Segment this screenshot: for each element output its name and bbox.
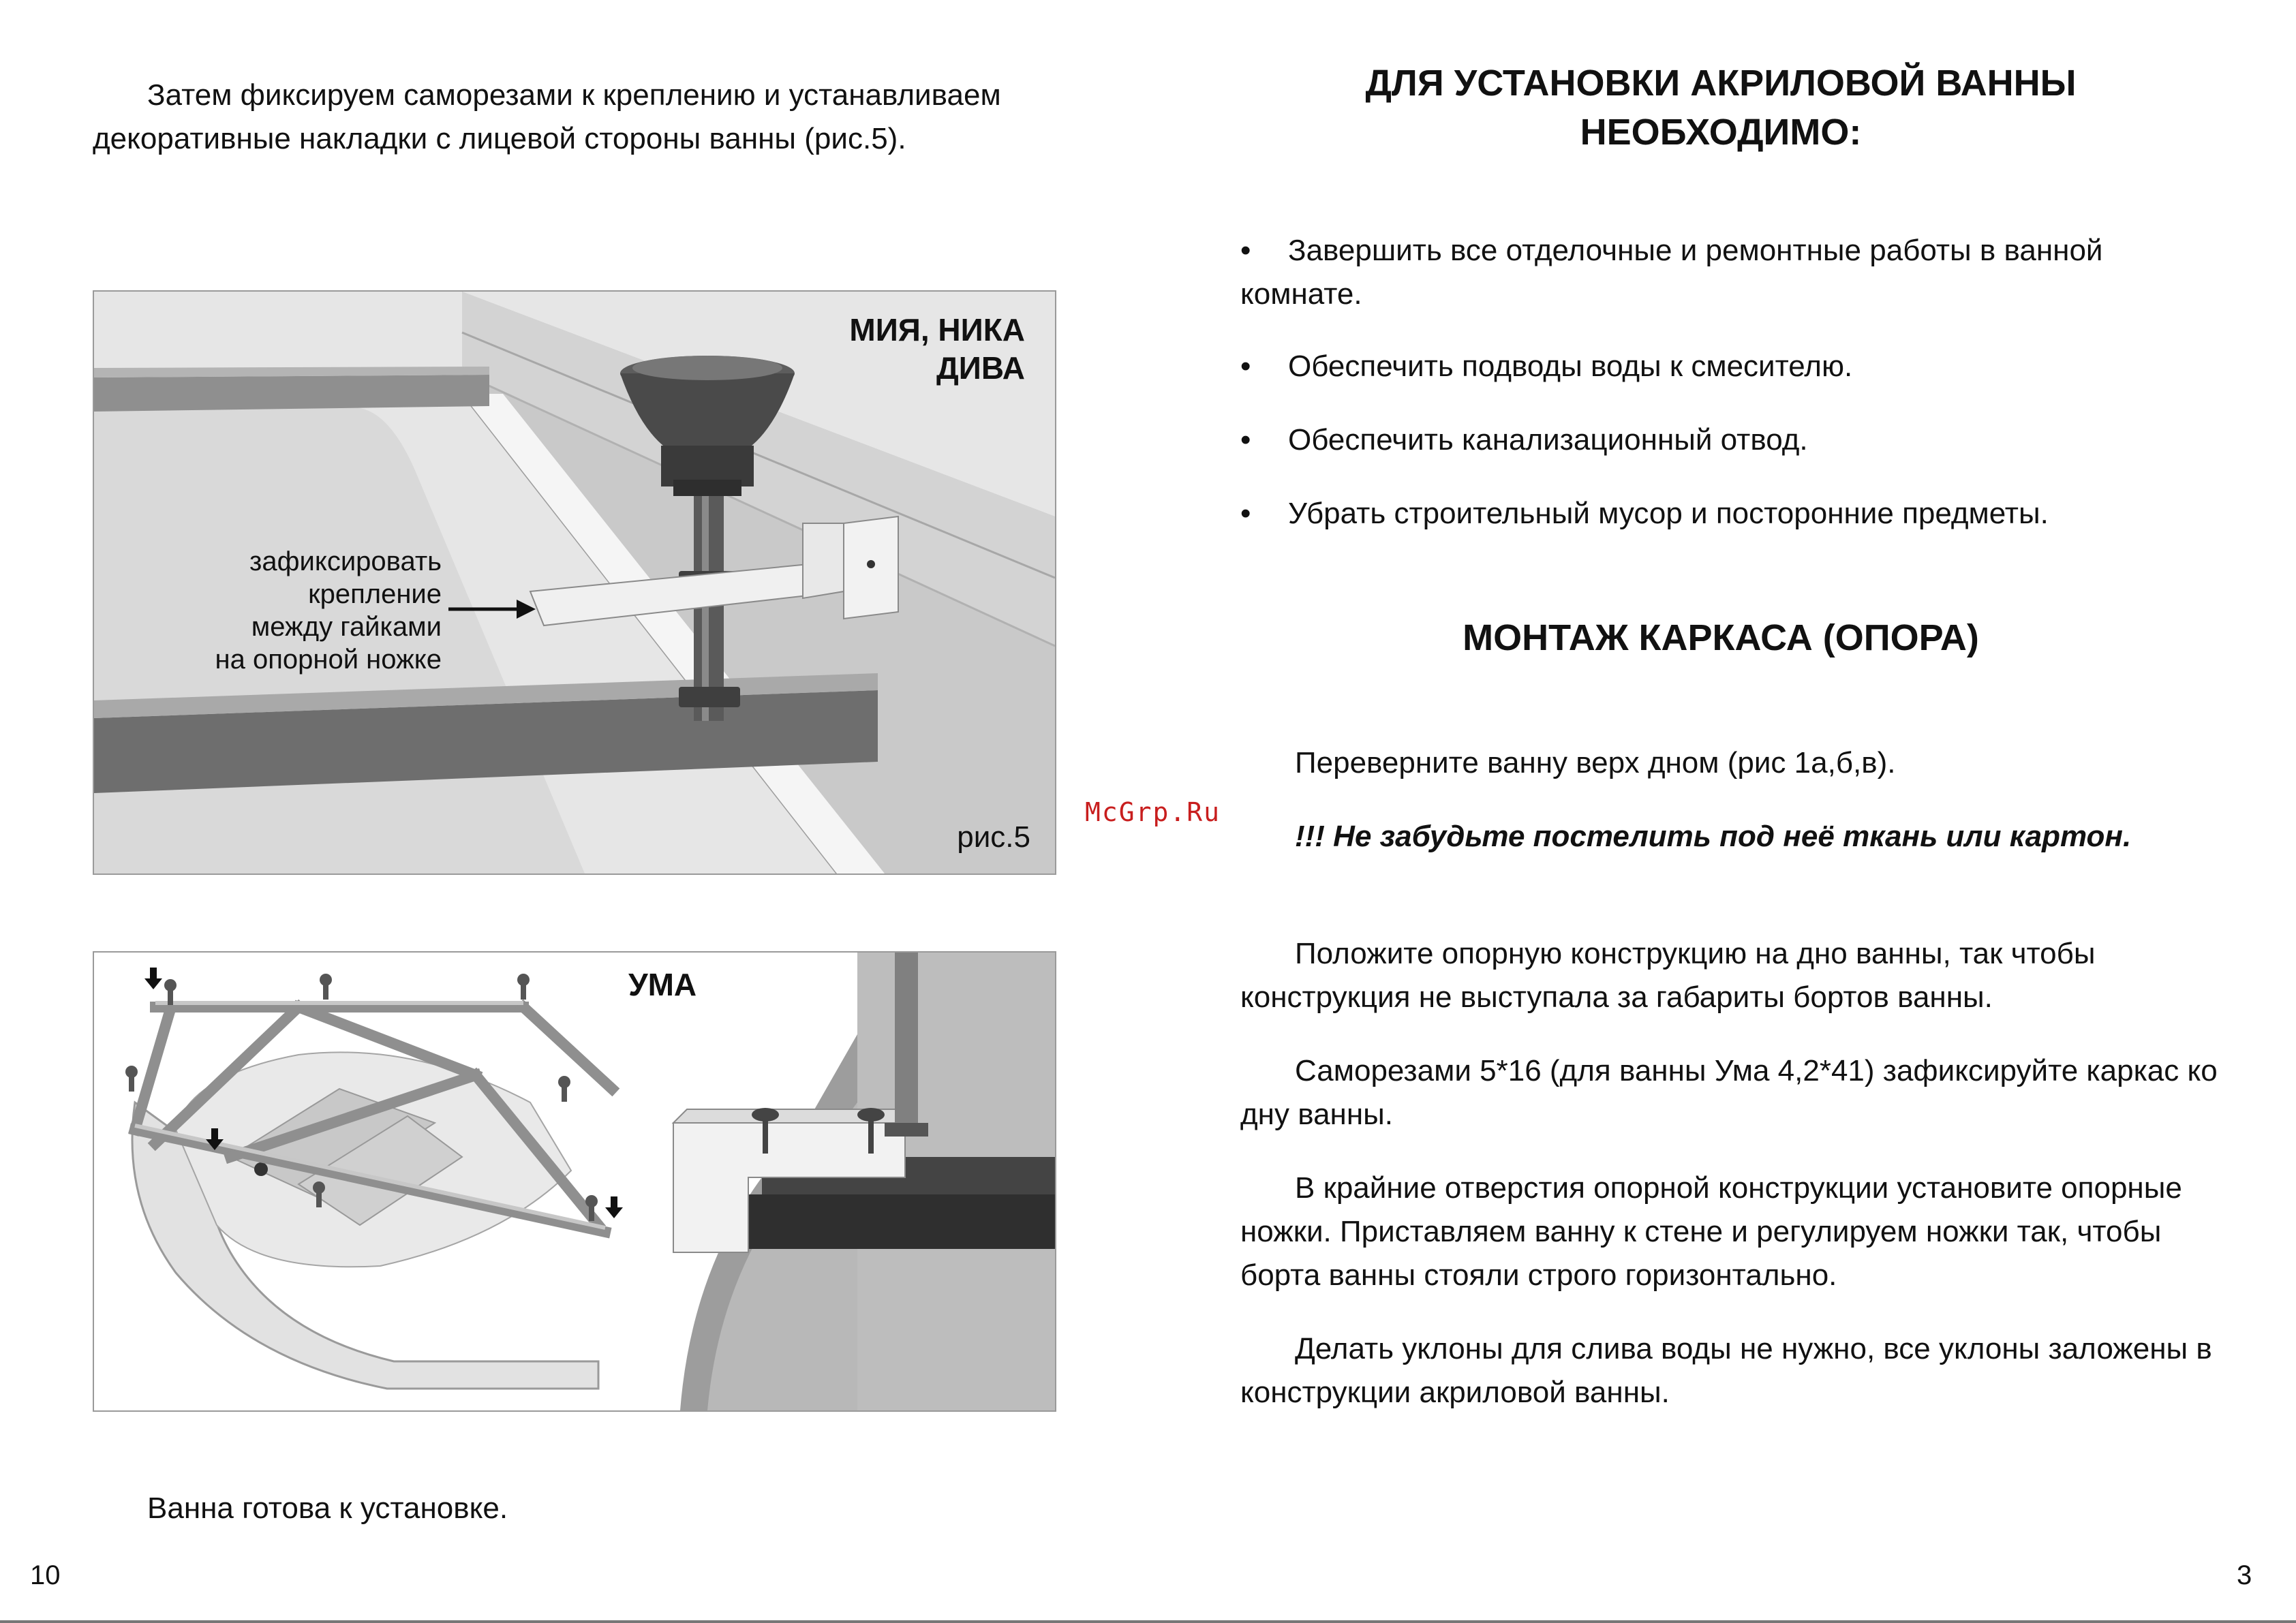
bullet-symbol: • (1240, 234, 1251, 267)
closing-paragraph: Ванна готова к установке. (147, 1491, 508, 1525)
bottom-divider (0, 1620, 2296, 1623)
callout-line: крепление (308, 579, 442, 609)
paragraph-flip-bath: Переверните ванну верх дном (рис 1а,б,в). (1295, 746, 1896, 779)
bullet-text: Обеспечить канализационный отвод. (1288, 423, 1808, 457)
bullet-item (1240, 492, 2222, 536)
callout-line: зафиксировать (249, 546, 442, 576)
page-number-left: 10 (30, 1560, 61, 1590)
bullet-text: Завершить все отделочные и ремонтные работы в ванной комнате. (1240, 234, 2103, 311)
figure-caption: рис.5 (957, 820, 1030, 854)
bullet-text: Обеспечить подводы воды к смесителю. (1288, 350, 1853, 383)
figure-uma (93, 951, 1056, 1412)
bullet-symbol: • (1240, 423, 1251, 457)
figure-uma-illustration (94, 953, 1055, 1410)
intro-paragraph: Затем фиксируем саморезами к креплению и устанавливаем декоративные накладки с лицевой стороны ванны (рис.5). (93, 78, 1001, 155)
bullet-symbol: • (1240, 350, 1251, 383)
warning-paragraph: !!! Не забудьте постелить под неё ткань или картон. (1295, 820, 2132, 853)
paragraph-place-frame: Положите опорную конструкцию на дно ванны, так чтобы конструкция не выступала за габариты бортов ванны. (1240, 937, 2096, 1014)
model-label-uma: УМА (628, 967, 697, 1002)
fixing-callout (162, 545, 442, 676)
model-label-diva: ДИВА (936, 350, 1025, 386)
paragraph-slopes: Делать уклоны для слива воды не нужно, все уклоны заложены в конструкции акриловой ванны. (1240, 1332, 2212, 1409)
bullet-item (1240, 229, 2222, 316)
paragraph-legs: В крайние отверстия опорной конструкции установите опорные ножки. Приставляем ванну к стене и регулируем ножки так, чтобы борта ванны стояли строго горизонтально. (1240, 1171, 2182, 1292)
page-number-right: 3 (2237, 1560, 2252, 1590)
bullet-item (1240, 345, 2222, 388)
callout-line: на опорной ножке (215, 645, 442, 675)
heading-line: НЕОБХОДИМО: (1580, 112, 1862, 153)
bullet-text: Убрать строительный мусор и посторонние предметы. (1288, 497, 2049, 530)
watermark: McGrp.Ru (1085, 797, 1221, 827)
callout-line: между гайками (251, 612, 442, 642)
heading-line: ДЛЯ УСТАНОВКИ АКРИЛОВОЙ ВАННЫ (1365, 63, 2077, 104)
model-label-nika: НИКА (938, 312, 1025, 347)
paragraph-screws: Саморезами 5*16 (для ванны Ума 4,2*41) зафиксируйте каркас ко дну ванны. (1240, 1054, 2218, 1131)
bullet-item (1240, 418, 2222, 462)
model-label-mia-nika-diva (849, 311, 1025, 387)
frame-mounting-heading: МОНТАЖ КАРКАСА (ОПОРА) (1463, 617, 1979, 658)
bullet-symbol: • (1240, 497, 1251, 530)
install-requirements-heading (1240, 59, 2201, 157)
model-label-mia: МИЯ, (849, 312, 930, 347)
figure-5 (93, 290, 1056, 875)
